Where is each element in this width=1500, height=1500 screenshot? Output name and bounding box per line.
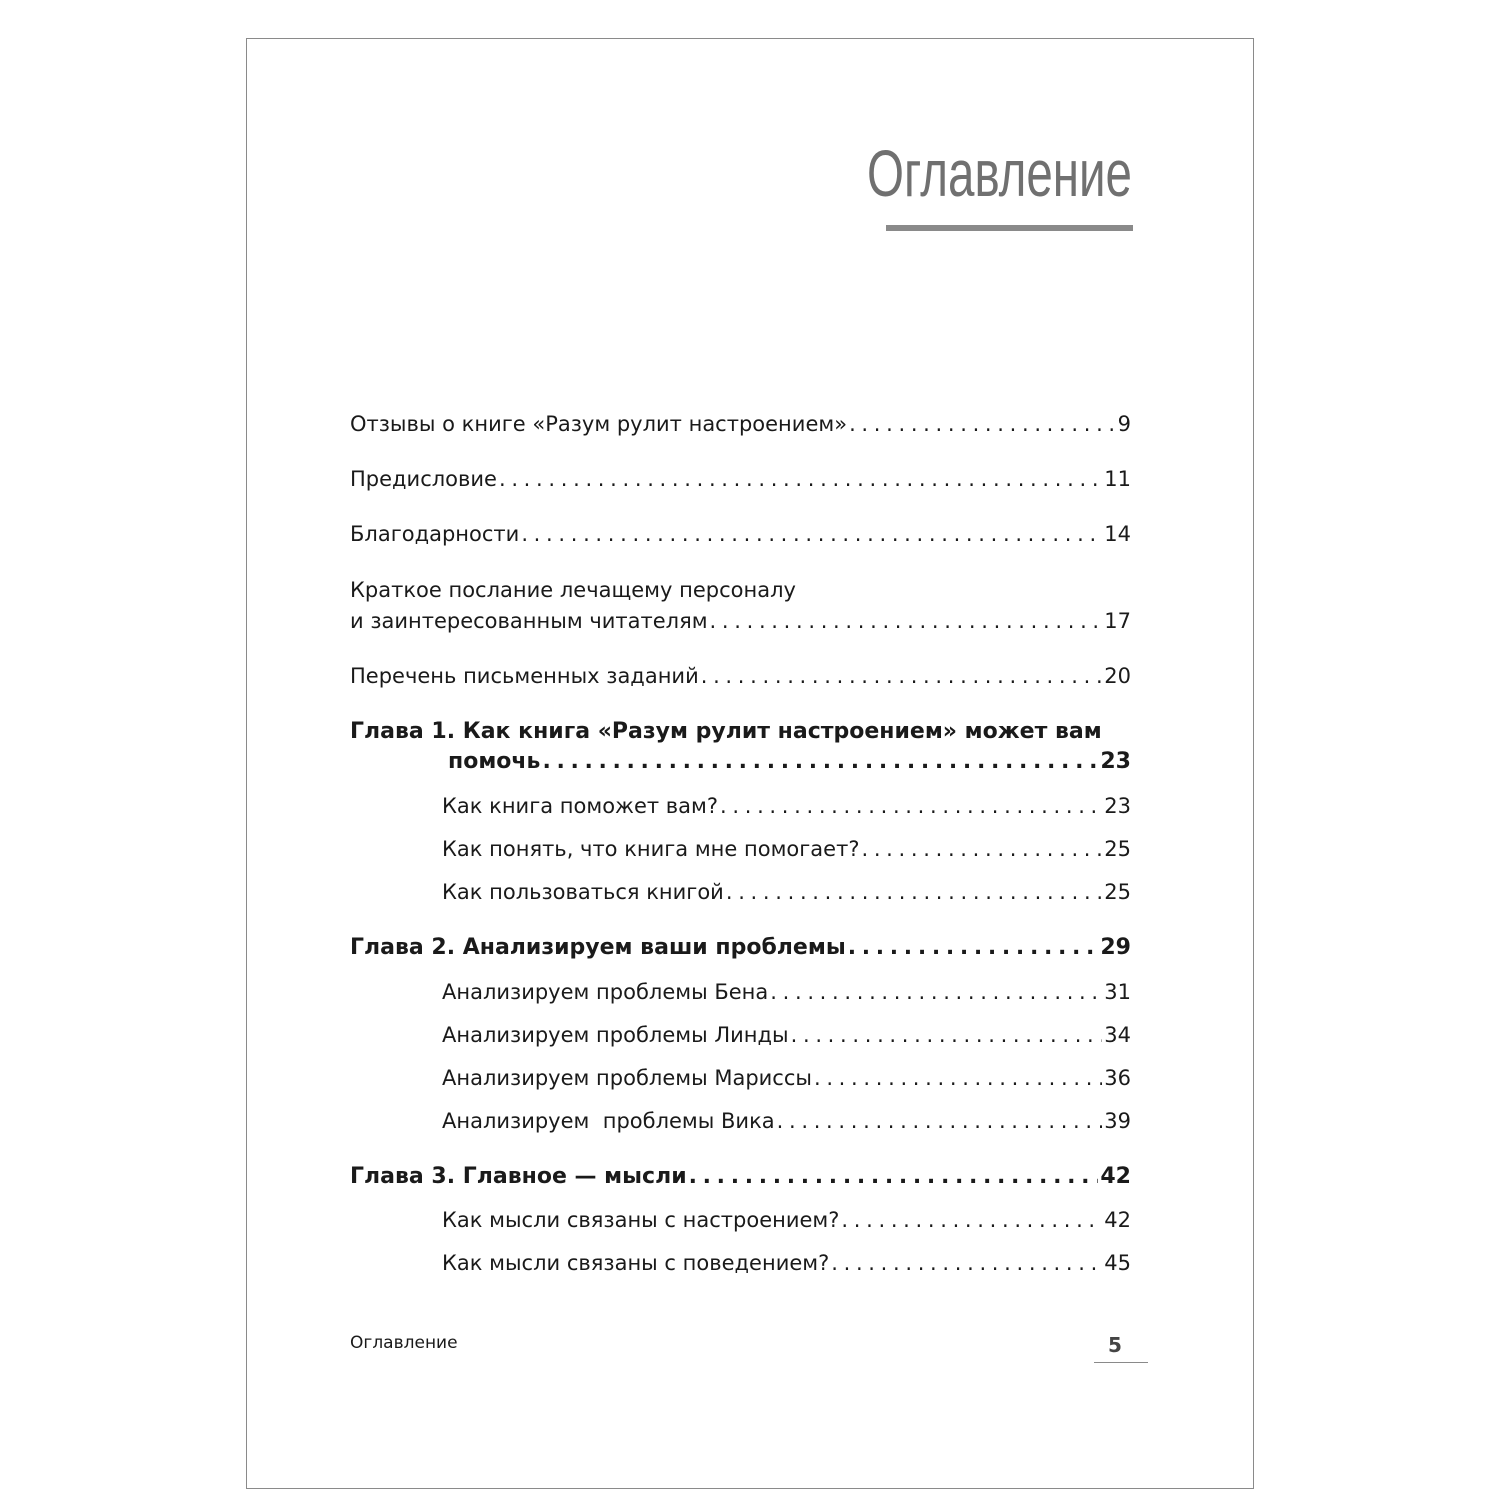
toc-entry[interactable]: [350, 465, 1131, 493]
dot-leader: [791, 1021, 1103, 1049]
dot-leader: [770, 978, 1102, 1006]
chapter-title-line1[interactable]: Глава 1. Как книга «Разум рулит настроением» может вам: [350, 719, 1102, 744]
dot-leader: [726, 878, 1102, 906]
section-page: 23: [1104, 794, 1131, 818]
dot-leader: [861, 835, 1102, 863]
toc-entry-page: 20: [1104, 664, 1131, 688]
toc-entry[interactable]: [350, 520, 1131, 548]
chapter-page: 23: [1100, 749, 1131, 774]
section-title: Анализируем проблемы Линды: [442, 1023, 789, 1047]
section-entry[interactable]: [442, 792, 1131, 820]
chapter-page: 29: [1100, 935, 1131, 960]
chapter-entry[interactable]: [448, 748, 1131, 776]
section-page: 45: [1104, 1251, 1131, 1275]
chapter-title: Глава 3. Главное — мысли: [350, 1164, 687, 1189]
section-title: Как мысли связаны с настроением?: [442, 1208, 840, 1232]
chapter-entry[interactable]: [350, 1163, 1131, 1191]
dot-leader: [701, 662, 1103, 690]
section-page: 39: [1104, 1109, 1131, 1133]
page-number: 5: [1108, 1333, 1122, 1357]
section-title: Как мысли связаны с поведением?: [442, 1251, 830, 1275]
section-title: Анализируем проблемы Бена: [442, 980, 769, 1004]
dot-leader: [777, 1107, 1103, 1135]
toc-entry[interactable]: [350, 662, 1131, 690]
section-page: 31: [1104, 980, 1131, 1004]
toc-entry[interactable]: [350, 410, 1131, 438]
toc-entry-page: 11: [1104, 467, 1131, 491]
chapter-title: помочь: [448, 749, 541, 774]
dot-leader: [831, 1249, 1102, 1277]
dot-leader: [499, 465, 1102, 493]
section-page: 34: [1104, 1023, 1131, 1047]
chapter-title: Глава 2. Анализируем ваши проблемы: [350, 935, 846, 960]
section-entry[interactable]: [442, 835, 1131, 863]
section-title: Как книга поможет вам?: [442, 794, 719, 818]
section-page: 25: [1104, 837, 1131, 861]
dot-leader: [542, 748, 1098, 776]
dot-leader: [689, 1163, 1099, 1191]
section-entry[interactable]: [442, 1249, 1131, 1277]
toc-entry-title: Отзывы о книге «Разум рулит настроением»: [350, 412, 848, 436]
section-entry[interactable]: [442, 878, 1131, 906]
toc-entry-title-line1[interactable]: Краткое послание лечащему персоналу: [350, 578, 796, 602]
toc-entry-page: 9: [1117, 412, 1131, 436]
toc-entry-title: Предисловие: [350, 467, 497, 491]
dot-leader: [841, 1206, 1102, 1234]
section-entry[interactable]: [442, 978, 1131, 1006]
section-page: 36: [1104, 1066, 1131, 1090]
section-page: 42: [1104, 1208, 1131, 1232]
section-title: Анализируем проблемы Мариссы: [442, 1066, 812, 1090]
toc-entry-page: 14: [1104, 522, 1131, 546]
title-underline: [886, 225, 1133, 231]
dot-leader: [849, 410, 1116, 438]
section-title: Как понять, что книга мне помогает?: [442, 837, 860, 861]
section-entry[interactable]: [442, 1206, 1131, 1234]
toc-entry-title: и заинтересованным читателям: [350, 609, 708, 633]
chapter-entry[interactable]: [350, 934, 1131, 962]
page-title: Оглавление: [867, 136, 1132, 210]
section-page: 25: [1104, 880, 1131, 904]
toc-entry-title: Перечень письменных заданий: [350, 664, 699, 688]
dot-leader: [521, 520, 1102, 548]
toc-entry[interactable]: [350, 607, 1131, 635]
dot-leader: [710, 607, 1103, 635]
section-entry[interactable]: [442, 1107, 1131, 1135]
chapter-page: 42: [1100, 1164, 1131, 1189]
toc-entry-title: Благодарности: [350, 522, 520, 546]
dot-leader: [848, 934, 1099, 962]
section-entry[interactable]: [442, 1064, 1131, 1092]
section-title: Анализируем проблемы Вика: [442, 1109, 775, 1133]
dot-leader: [720, 792, 1102, 820]
running-title: Оглавление: [350, 1333, 458, 1353]
section-title: Как пользоваться книгой: [442, 880, 724, 904]
dot-leader: [814, 1064, 1102, 1092]
section-entry[interactable]: [442, 1021, 1131, 1049]
page-number-rule: [1094, 1362, 1148, 1363]
toc-entry-page: 17: [1104, 609, 1131, 633]
